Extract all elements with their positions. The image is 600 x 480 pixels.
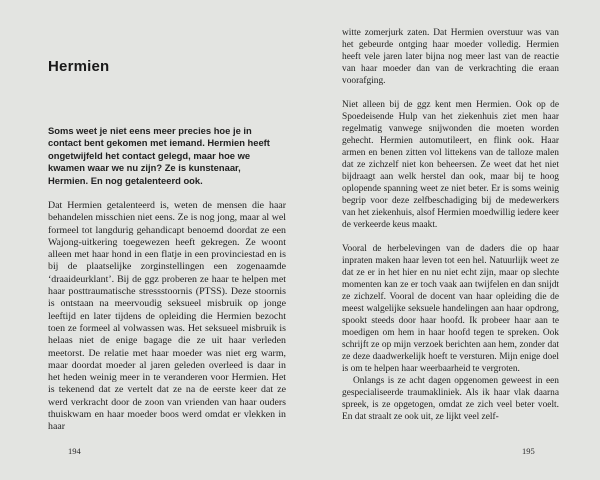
paragraph: witte zomerjurk zaten. Dat Hermien overstuur was van het gebeurde ontging haar moeder volledig. Hermien heeft vele jaren later bijna nog meer last van de reactie van haar moeder dan van de verkrachting die eraan voorafging. bbox=[342, 28, 559, 86]
paragraph: Vooral de herbelevingen van de daders die op haar inpraten maken haar leven tot een hel. Natuurlijk weet ze dat ze er in het hier en nu niet echt zijn, maar op slechte momenten kan ze er toch vaak aan twijfelen en dan snijdt ze zichzelf. Vooral de docent van haar opleiding die de meest walgelijke seksuele handelingen aan haar opdrong, spookt steeds door haar hoofd. Ik probeer haar aan te moedigen om hem in haar hoofd tegen te spreken. Ook schrijft ze op mijn verzoek berichten aan hem, zonder dat ze deze daadwerkelijk hoeft te versturen. Mijn enige doel is om te helpen haar weerbaarheid te vergroten. bbox=[342, 244, 559, 374]
paragraph: Niet alleen bij de ggz kent men Hermien. Ook op de Spoedeisende Hulp van het ziekenhuis ziet men haar regelmatig vanwege snijwonden die moeten worden gehecht. Hermien automutileert, en flink ook. Haar armen en benen zitten vol littekens van de talloze malen dat ze zichzelf niet kon beheersen. Ze weet dat het niet bijdraagt aan welk herstel dan ook, maar bij te hoog oplopende spanning weet ze niet beter. Er is soms weinig begrip voor deze zelfbeschadiging bij de medewerkers van het ziekenhuis, alsof Hermien moedwillig iedere keer de verkeerde keus maakt. bbox=[342, 100, 559, 230]
right-page-body bbox=[342, 27, 559, 441]
paragraph: Onlangs is ze acht dagen opgenomen geweest in een gespecialiseerde traumakliniek. Als ik haar vlak daarna spreek, is ze opgetogen, omdat ze zich veel beter voelt. En dat straalt ze ook uit, ze lijkt veel zelf- bbox=[342, 376, 559, 422]
right-page-number: 195 bbox=[522, 446, 535, 456]
left-page-body: Dat Hermien getalenteerd is, weten de mensen die haar behandelen misschien niet eens. Ze is nog jong, maar al wel formeel tot langdurig gehandicapt benoemd doordat ze een Wajong-uitkering toegewezen heeft gekregen. Ze woont alleen met haar hond in een flatje in een provinciestad en is bij de plaatselijke zorginstellingen een zogenaamde ‘draaideurklant’. Bij de ggz proberen ze haar te helpen met haar posttraumatische stressstoornis (PTSS). Deze stoornis is ontstaan na meervoudig seksueel misbruik op jonge leeftijd en later tijdens de opleiding die Hermien bezocht toen ze formeel al volwassen was. Het seksueel misbruik is helaas niet de enige bagage die ze uit haar verleden meetorst. De relatie met haar moeder was niet erg warm, maar doordat moeder al jaren geleden overleed is daar in het heden weinig meer in te veranderen voor Hermien. Het is tekenend dat ze vertelt dat ze na de eerste keer dat ze werd verkracht door de zoon van vrienden van haar ouders thuiskwam en haar moeder boos werd omdat er vlekken in haar bbox=[48, 200, 286, 433]
left-page-number: 194 bbox=[68, 446, 81, 456]
chapter-intro: Soms weet je niet eens meer precies hoe je in contact bent gekomen met iemand. Hermien heeft ongetwijfeld het contact gelegd, maar hoe we kwamen waar we nu zijn? Ze is kunstenaar, Hermien. En nog getalenteerd ook. bbox=[48, 125, 270, 186]
chapter-title: Hermien bbox=[48, 58, 110, 75]
